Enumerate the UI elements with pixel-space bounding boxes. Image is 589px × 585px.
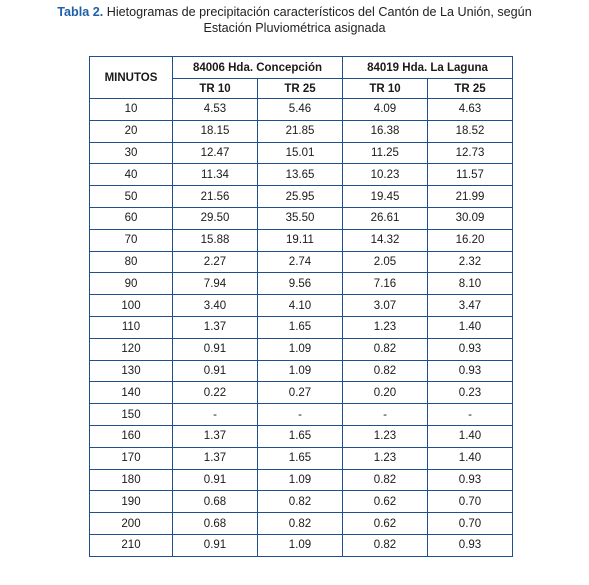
minutes-cell: 20: [90, 120, 173, 142]
laguna-tr10-cell: 0.62: [343, 513, 428, 535]
minutes-cell: 30: [90, 142, 173, 164]
table-row: [90, 142, 513, 164]
header-row-stations: [90, 57, 513, 79]
table-row: [90, 251, 513, 273]
minutes-cell: 80: [90, 251, 173, 273]
laguna-tr25-cell: 18.52: [428, 120, 513, 142]
concepcion-tr25-cell: 35.50: [258, 207, 343, 229]
caption-text-2: Estación Pluviométrica asignada: [203, 21, 386, 35]
table-caption: [0, 4, 589, 36]
laguna-tr10-cell: 1.23: [343, 447, 428, 469]
laguna-tr25-cell: 1.40: [428, 447, 513, 469]
table-row: [90, 534, 513, 556]
laguna-tr25-cell: 30.09: [428, 207, 513, 229]
laguna-tr25-cell: 0.23: [428, 382, 513, 404]
concepcion-tr10-cell: 1.37: [173, 316, 258, 338]
concepcion-tr10-cell: 0.91: [173, 534, 258, 556]
concepcion-tr10-cell: 21.56: [173, 186, 258, 208]
laguna-tr10-cell: 1.23: [343, 316, 428, 338]
concepcion-tr10-cell: 0.68: [173, 491, 258, 513]
concepcion-tr25-cell: 0.27: [258, 382, 343, 404]
laguna-tr10-cell: 0.82: [343, 338, 428, 360]
concepcion-tr10-cell: 4.53: [173, 99, 258, 121]
subheader-laguna-tr25: TR 25: [428, 79, 513, 99]
concepcion-tr10-cell: 29.50: [173, 207, 258, 229]
concepcion-tr10-cell: 15.88: [173, 229, 258, 251]
station-header-concepcion: 84006 Hda. Concepción: [173, 57, 343, 79]
concepcion-tr25-cell: -: [258, 404, 343, 426]
table-row: [90, 164, 513, 186]
concepcion-tr10-cell: 1.37: [173, 425, 258, 447]
concepcion-tr25-cell: 1.65: [258, 425, 343, 447]
concepcion-tr25-cell: 2.74: [258, 251, 343, 273]
table-row: [90, 229, 513, 251]
laguna-tr25-cell: 0.70: [428, 491, 513, 513]
minutes-cell: 70: [90, 229, 173, 251]
concepcion-tr10-cell: 0.91: [173, 469, 258, 491]
table-row: [90, 360, 513, 382]
minutes-header: MINUTOS: [90, 57, 173, 99]
minutes-cell: 160: [90, 425, 173, 447]
minutes-cell: 180: [90, 469, 173, 491]
concepcion-tr25-cell: 5.46: [258, 99, 343, 121]
concepcion-tr25-cell: 1.09: [258, 534, 343, 556]
table-row: [90, 469, 513, 491]
concepcion-tr10-cell: 0.91: [173, 338, 258, 360]
laguna-tr10-cell: 1.23: [343, 425, 428, 447]
concepcion-tr10-cell: -: [173, 404, 258, 426]
laguna-tr25-cell: 0.93: [428, 534, 513, 556]
table-row: [90, 99, 513, 121]
concepcion-tr10-cell: 0.68: [173, 513, 258, 535]
concepcion-tr25-cell: 1.65: [258, 447, 343, 469]
concepcion-tr10-cell: 1.37: [173, 447, 258, 469]
concepcion-tr10-cell: 12.47: [173, 142, 258, 164]
concepcion-tr25-cell: 1.09: [258, 469, 343, 491]
laguna-tr25-cell: 0.93: [428, 469, 513, 491]
table-container: [89, 56, 513, 557]
concepcion-tr25-cell: 9.56: [258, 273, 343, 295]
laguna-tr10-cell: 0.82: [343, 534, 428, 556]
minutes-cell: 60: [90, 207, 173, 229]
laguna-tr10-cell: 0.62: [343, 491, 428, 513]
laguna-tr25-cell: 1.40: [428, 425, 513, 447]
concepcion-tr25-cell: 4.10: [258, 295, 343, 317]
laguna-tr25-cell: 12.73: [428, 142, 513, 164]
laguna-tr25-cell: 0.93: [428, 338, 513, 360]
table-row: [90, 295, 513, 317]
minutes-cell: 110: [90, 316, 173, 338]
laguna-tr10-cell: 14.32: [343, 229, 428, 251]
minutes-cell: 40: [90, 164, 173, 186]
concepcion-tr25-cell: 19.11: [258, 229, 343, 251]
subheader-concepcion-tr10: TR 10: [173, 79, 258, 99]
concepcion-tr10-cell: 3.40: [173, 295, 258, 317]
laguna-tr25-cell: 3.47: [428, 295, 513, 317]
table-row: [90, 207, 513, 229]
laguna-tr25-cell: 11.57: [428, 164, 513, 186]
caption-text-1: Hietogramas de precipitación característicos del Cantón de La Unión, según: [106, 5, 532, 19]
laguna-tr25-cell: 8.10: [428, 273, 513, 295]
concepcion-tr25-cell: 25.95: [258, 186, 343, 208]
laguna-tr25-cell: 0.70: [428, 513, 513, 535]
laguna-tr10-cell: 0.20: [343, 382, 428, 404]
laguna-tr10-cell: 26.61: [343, 207, 428, 229]
laguna-tr10-cell: 19.45: [343, 186, 428, 208]
laguna-tr25-cell: -: [428, 404, 513, 426]
concepcion-tr25-cell: 1.65: [258, 316, 343, 338]
table-row: [90, 491, 513, 513]
laguna-tr25-cell: 1.40: [428, 316, 513, 338]
laguna-tr25-cell: 21.99: [428, 186, 513, 208]
table-row: [90, 404, 513, 426]
laguna-tr25-cell: 0.93: [428, 360, 513, 382]
concepcion-tr10-cell: 0.91: [173, 360, 258, 382]
concepcion-tr25-cell: 13.65: [258, 164, 343, 186]
minutes-cell: 150: [90, 404, 173, 426]
laguna-tr25-cell: 16.20: [428, 229, 513, 251]
laguna-tr10-cell: 16.38: [343, 120, 428, 142]
concepcion-tr25-cell: 0.82: [258, 491, 343, 513]
minutes-cell: 190: [90, 491, 173, 513]
laguna-tr25-cell: 2.32: [428, 251, 513, 273]
concepcion-tr25-cell: 1.09: [258, 360, 343, 382]
concepcion-tr25-cell: 15.01: [258, 142, 343, 164]
laguna-tr10-cell: 3.07: [343, 295, 428, 317]
minutes-cell: 140: [90, 382, 173, 404]
caption-label: Tabla 2.: [57, 5, 104, 19]
station-header-laguna: 84019 Hda. La Laguna: [343, 57, 513, 79]
table-row: [90, 382, 513, 404]
table-row: [90, 120, 513, 142]
subheader-laguna-tr10: TR 10: [343, 79, 428, 99]
table-row: [90, 186, 513, 208]
laguna-tr10-cell: 7.16: [343, 273, 428, 295]
table-row: [90, 316, 513, 338]
table-row: [90, 513, 513, 535]
minutes-cell: 130: [90, 360, 173, 382]
concepcion-tr10-cell: 0.22: [173, 382, 258, 404]
laguna-tr10-cell: 0.82: [343, 360, 428, 382]
minutes-cell: 210: [90, 534, 173, 556]
table-row: [90, 425, 513, 447]
concepcion-tr10-cell: 18.15: [173, 120, 258, 142]
minutes-cell: 90: [90, 273, 173, 295]
minutes-cell: 50: [90, 186, 173, 208]
minutes-cell: 100: [90, 295, 173, 317]
table-row: [90, 273, 513, 295]
laguna-tr10-cell: 11.25: [343, 142, 428, 164]
caption-line-1: [0, 4, 589, 20]
precipitation-table: [89, 56, 513, 557]
laguna-tr10-cell: 2.05: [343, 251, 428, 273]
minutes-cell: 200: [90, 513, 173, 535]
table-row: [90, 338, 513, 360]
subheader-concepcion-tr25: TR 25: [258, 79, 343, 99]
concepcion-tr25-cell: 0.82: [258, 513, 343, 535]
minutes-cell: 120: [90, 338, 173, 360]
concepcion-tr10-cell: 2.27: [173, 251, 258, 273]
table-row: [90, 447, 513, 469]
concepcion-tr10-cell: 7.94: [173, 273, 258, 295]
laguna-tr10-cell: 0.82: [343, 469, 428, 491]
concepcion-tr25-cell: 21.85: [258, 120, 343, 142]
laguna-tr25-cell: 4.63: [428, 99, 513, 121]
concepcion-tr25-cell: 1.09: [258, 338, 343, 360]
concepcion-tr10-cell: 11.34: [173, 164, 258, 186]
laguna-tr10-cell: 10.23: [343, 164, 428, 186]
laguna-tr10-cell: -: [343, 404, 428, 426]
minutes-cell: 10: [90, 99, 173, 121]
table-body: [90, 99, 513, 557]
laguna-tr10-cell: 4.09: [343, 99, 428, 121]
minutes-cell: 170: [90, 447, 173, 469]
